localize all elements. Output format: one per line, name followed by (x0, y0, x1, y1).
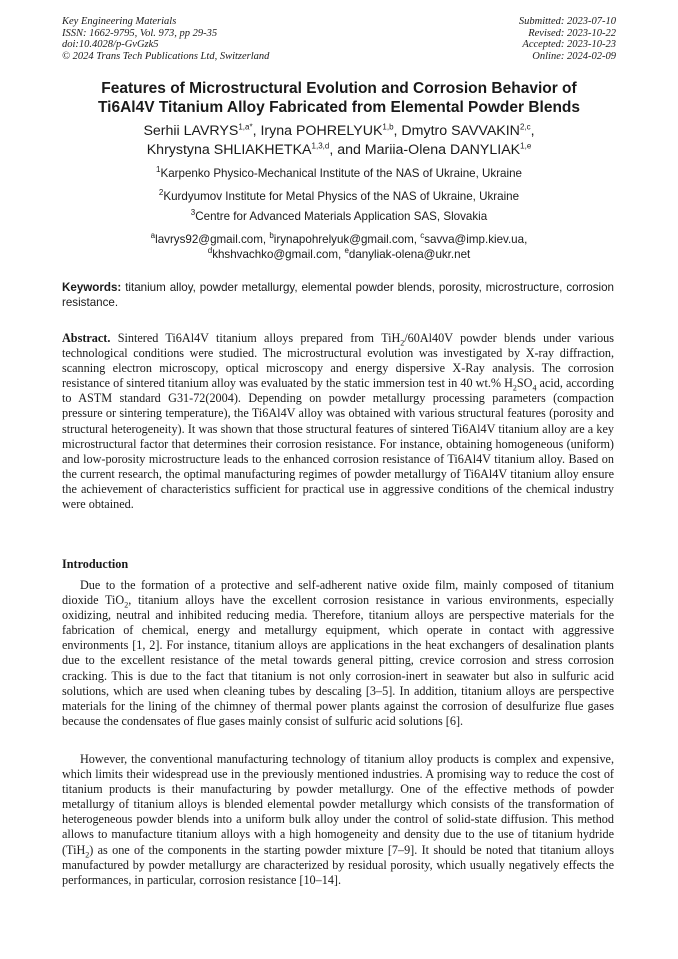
email-line-1 (40, 232, 638, 247)
keywords (62, 281, 614, 310)
subscript: 2 (400, 338, 405, 348)
paragraph-text: , titanium alloys have the excellent corrosion resistance in various environments, especially oxidizing, neutral and inhibited reducing media. Therefore, titanium alloys are perspective materials for the fabrication of chemical, energy and metallurgy equipment, which operate in contact with aggressive environments [1, 2]. For instance, titanium alloys are applications in the heat exchangers of desalination plants due to the excellent resistance of the metal towards general pitting, crevice corrosion and stress corrosion cracking. This is due to the fact that titanium is not only corrosion-inert in seawater but also in sulfuric acid solutions, which are used when cleaning tubes by descaling [3–5]. In addition, titanium alloys are perspective materials for the lining of the chimney of thermal power plants against the corrosion of desulfurize flue gases because the condensates of flue gases mainly consist of sulfuric acid solutions [6]. (62, 593, 614, 728)
paragraph-text: Due to the formation of a protective and self-adherent native oxide film, mainly composed of titanium dioxide TiO (62, 578, 614, 608)
abstract-text: acid, according to ASTM standard G31-72(2004). Depending on powder metallurgy processing parameters (compaction pressure or sintering temperature), the Ti6Al4V alloy was obtained with various structural features (porosity and structural heterogeneity). It was shown that those structural features of sintered Ti6Al4V titanium alloy are a key microstructural factor that determines their corrosion resistance. For instance, obtaining homogeneous (uniform) and low-porosity microstructure leads to the enhanced corrosion resistance of Ti6Al4V titanium alloy. Based on the current research, the optimal manufacturing regimes of powder metallurgy of Ti6Al4V titanium alloy ensure the achievement of characteristics sufficient for practical use in aggressive conditions of the chemical industry were obtained. (62, 376, 614, 512)
affiliation-text: Centre for Advanced Materials Application SAS, Slovakia (195, 210, 488, 223)
subscript: 2 (85, 850, 90, 859)
author-affil-sup: 2,c (519, 122, 531, 132)
intro-paragraph-1 (62, 578, 614, 729)
abstract-text: SO (516, 376, 533, 391)
affiliation-2 (40, 190, 638, 204)
email-address[interactable]: danyliak-olena@ukr.net (348, 248, 471, 261)
date-revised: Revised: 2023-10-22 (528, 27, 616, 39)
affiliation-number: 1 (156, 165, 161, 175)
journal-issn: ISSN: 1662-9795, Vol. 973, pp 29-35 (62, 27, 218, 39)
affiliation-number: 2 (158, 188, 164, 198)
journal-name: Key Engineering Materials (62, 16, 177, 27)
author-affil-sup: 1,a* (238, 122, 253, 132)
email-label: c (420, 231, 425, 241)
publication-dates (519, 16, 616, 62)
email-list (40, 232, 638, 262)
affiliation-text: Kurdyumov Institute for Metal Physics of the NAS of Ukraine, Ukraine (163, 190, 520, 203)
section-heading-introduction: Introduction (62, 557, 129, 571)
paragraph-text: ) as one of the components in the starting powder mixture [7–9]. It should be noted that titanium alloys manufactured by powder metallurgy are characterized by residual porosity, which usually negatively effects the performances, in particular, corrosion resistance [10–14]. (62, 842, 614, 887)
affiliation-3 (40, 210, 638, 224)
email-label: e (344, 246, 349, 256)
author-affil-sup: 1,b (382, 122, 394, 132)
abstract (62, 331, 614, 512)
author-line-2 (40, 141, 638, 160)
title-line-1: Features of Microstructural Evolution and Corrosion Behavior of (101, 80, 577, 97)
keywords-text: titanium alloy, powder metallurgy, elemental powder blends, porosity, microstructure, corrosion resistance. (62, 281, 614, 309)
author-name: Serhii LAVRYS (143, 123, 239, 139)
subscript: 4 (532, 383, 537, 393)
keywords-label: Keywords: (62, 281, 122, 294)
email-address[interactable]: lavrys92@gmail.com, (155, 233, 270, 246)
email-address[interactable]: irynapohrelyuk@gmail.com, (273, 233, 421, 246)
author-name: , Iryna POHRELYUK (252, 123, 383, 139)
email-label: b (269, 231, 274, 241)
subscript: 2 (124, 600, 129, 610)
email-label: d (207, 246, 213, 256)
email-address[interactable]: savva@imp.kiev.ua, (424, 233, 528, 246)
author-list (40, 122, 638, 160)
journal-doi: doi:10.4028/p-GvGzk5 (62, 39, 159, 50)
subscript: 2 (512, 383, 517, 393)
abstract-text: Sintered Ti6Al4V titanium alloys prepared from TiH (110, 331, 401, 345)
author-name: , and Mariia-Olena DANYLIAK (329, 142, 521, 158)
author-affil-sup: 1,3,d (311, 141, 330, 151)
affiliation-number: 3 (190, 208, 196, 218)
affiliation-text: Karpenko Physico-Mechanical Institute of the NAS of Ukraine, Ukraine (160, 167, 522, 180)
paragraph-text: However, the conventional manufacturing technology of titanium alloy products is complex and expensive, which limits their widespread use in the previously mentioned industries. A promising way to reduce the cost of titanium products is their manufacturing by powder metallurgy. One of the effective methods of powder metallurgy of titanium alloys is blended elemental powder metallurgy which consists of the transformation of heterogeneous powder blends into a uniform bulk alloy under the control of solid-state diffusion. This method allows to manufacture titanium alloys with a high homogeneity and density due to the use of titanium hydride (TiH (62, 752, 614, 857)
date-online: Online: 2024-02-09 (532, 50, 616, 62)
journal-copyright: © 2024 Trans Tech Publications Ltd, Switzerland (62, 50, 270, 62)
author-separator: , (530, 123, 535, 139)
email-label: a (150, 231, 156, 241)
author-name: Khrystyna SHLIAKHETKA (146, 142, 312, 158)
paper-title (40, 79, 638, 117)
intro-paragraph-2 (62, 752, 614, 888)
author-line-1 (40, 122, 638, 141)
author-name: , Dmytro SAVVAKIN (393, 123, 520, 139)
date-accepted: Accepted: 2023-10-23 (522, 39, 616, 50)
abstract-text: /60Al40V powder blends under various technological conditions were studied. The microstructural evolution was investigated by X-ray diffraction, scanning electron microscopy, optical microscopy and energy dispersive X-Ray analysis. The corrosion resistance of sintered titanium alloy was evaluated by the static immersion test in 40 wt.% H (62, 331, 614, 391)
author-affil-sup: 1,e (520, 141, 532, 151)
date-submitted: Submitted: 2023-07-10 (518, 16, 616, 27)
email-address[interactable]: khshvachko@gmail.com, (212, 248, 345, 261)
journal-info (62, 16, 269, 62)
affiliation-1 (40, 167, 638, 181)
email-line-2 (40, 247, 638, 262)
abstract-label: Abstract. (62, 331, 111, 345)
title-line-2: Ti6Al4V Titanium Alloy Fabricated from Elemental Powder Blends (97, 99, 581, 116)
